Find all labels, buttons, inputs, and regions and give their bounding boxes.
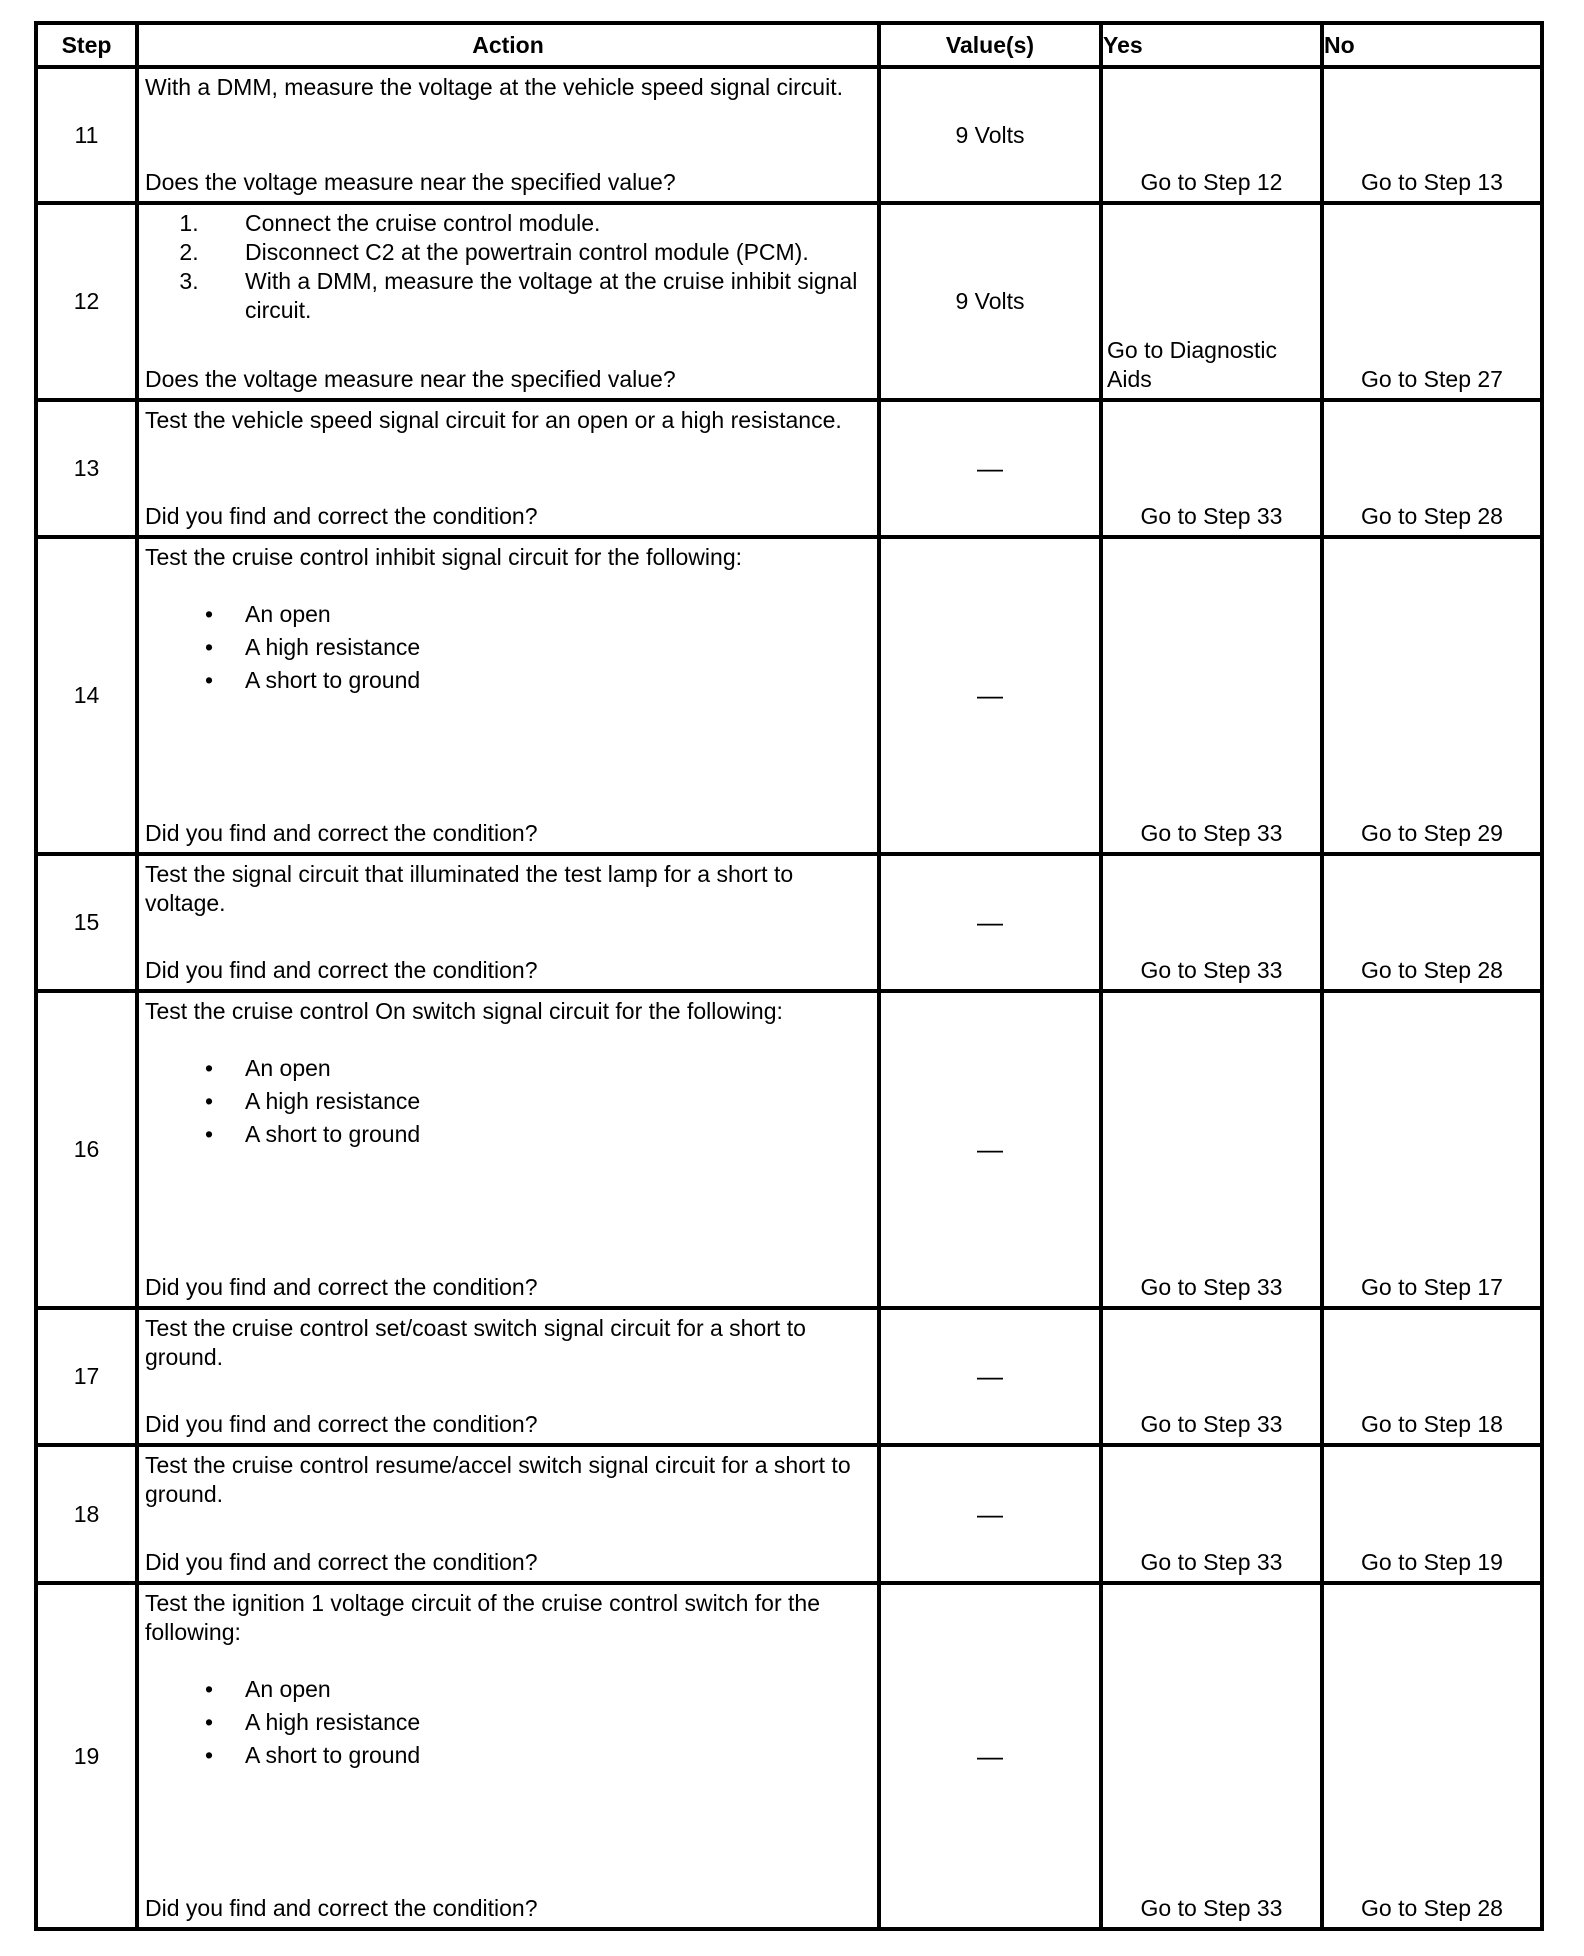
value-cell: 9 Volts [879,203,1101,400]
no-cell [1322,537,1542,854]
action-text: Test the ignition 1 voltage circuit of the cruise control switch for the following: [145,1590,820,1645]
action-text: Test the cruise control set/coast switch signal circuit for a short to ground. [145,1315,806,1370]
no-cell [1322,1445,1542,1583]
numbered-item: 3. With a DMM, measure the voltage at the cruise inhibit signal circuit. [205,267,871,325]
diagnostic-table-container [34,21,1540,1931]
action-text: Test the cruise control On switch signal circuit for the following: [145,998,783,1024]
table-row [36,203,1542,400]
step-number: 12 [36,203,137,400]
value-cell: — [879,537,1101,854]
action-question: Did you find and correct the condition? [145,1274,538,1300]
action-question: Did you find and correct the condition? [145,1411,538,1437]
yes-result: Go to Step 33 [1140,957,1283,983]
action-question: Does the voltage measure near the specified value? [145,366,676,392]
no-cell [1322,1308,1542,1445]
bullet-item: • A short to ground [205,664,871,697]
yes-cell [1101,1583,1322,1929]
no-cell [1322,854,1542,991]
bullet-item: • A short to ground [205,1118,871,1151]
numbered-item: 2. Disconnect C2 at the powertrain control module (PCM). [205,238,871,267]
value-cell: — [879,1308,1101,1445]
yes-cell [1101,1308,1322,1445]
table-row [36,1308,1542,1445]
bullet-item: • A high resistance [205,1085,871,1118]
no-result: Go to Step 28 [1361,957,1503,983]
action-text: Test the cruise control inhibit signal circuit for the following: [145,544,743,570]
action-text: With a DMM, measure the voltage at the vehicle speed signal circuit. [145,74,843,100]
bullet-item: • An open [205,1673,871,1706]
no-cell [1322,400,1542,537]
action-question: Did you find and correct the condition? [145,820,538,846]
yes-cell [1101,854,1322,991]
value-cell: — [879,1445,1101,1583]
action-cell [137,537,879,854]
step-number: 14 [36,537,137,854]
header-yes: Yes [1101,23,1322,67]
step-number: 18 [36,1445,137,1583]
action-cell [137,854,879,991]
yes-cell [1101,400,1322,537]
yes-cell [1101,991,1322,1308]
action-cell [137,991,879,1308]
numbered-item: 1. Connect the cruise control module. [205,209,871,238]
table-row [36,67,1542,203]
step-number: 13 [36,400,137,537]
action-question: Did you find and correct the condition? [145,1549,538,1575]
bullet-list [145,1673,871,1772]
yes-cell [1101,67,1322,203]
no-result: Go to Step 28 [1361,503,1503,529]
step-number: 15 [36,854,137,991]
bullet-list [145,1052,871,1151]
numbered-list [145,209,871,325]
action-question: Did you find and correct the condition? [145,503,538,529]
value-cell: 9 Volts [879,67,1101,203]
header-row [36,23,1542,67]
action-text: Test the signal circuit that illuminated the test lamp for a short to voltage. [145,861,794,916]
action-question: Does the voltage measure near the specified value? [145,169,676,195]
no-cell [1322,67,1542,203]
yes-result: Go to Step 33 [1140,820,1283,846]
header-values: Value(s) [879,23,1101,67]
diagnostic-table [34,21,1544,1931]
table-row [36,537,1542,854]
table-row [36,1583,1542,1929]
step-number: 11 [36,67,137,203]
yes-result: Go to Step 33 [1140,1274,1283,1300]
header-step: Step [36,23,137,67]
action-text: Test the cruise control resume/accel switch signal circuit for a short to ground. [145,1452,851,1507]
yes-result: Go to Diagnostic Aids [1107,337,1278,392]
yes-result: Go to Step 33 [1140,1411,1283,1437]
action-cell [137,203,879,400]
no-cell [1322,203,1542,400]
bullet-list [145,598,871,697]
value-cell: — [879,991,1101,1308]
action-text: Test the vehicle speed signal circuit for an open or a high resistance. [145,407,842,433]
step-number: 16 [36,991,137,1308]
no-result: Go to Step 19 [1361,1549,1503,1575]
no-result: Go to Step 13 [1361,169,1503,195]
action-cell [137,1583,879,1929]
no-result: Go to Step 28 [1361,1895,1503,1921]
no-result: Go to Step 29 [1361,820,1503,846]
header-action: Action [137,23,879,67]
bullet-item: • A high resistance [205,631,871,664]
action-cell [137,1445,879,1583]
no-result: Go to Step 18 [1361,1411,1503,1437]
table-row [36,854,1542,991]
bullet-item: • A short to ground [205,1739,871,1772]
value-cell: — [879,1583,1101,1929]
bullet-item: • An open [205,598,871,631]
table-row [36,400,1542,537]
action-cell [137,400,879,537]
value-cell: — [879,400,1101,537]
bullet-item: • An open [205,1052,871,1085]
no-cell [1322,1583,1542,1929]
yes-cell [1101,537,1322,854]
table-row [36,1445,1542,1583]
action-question: Did you find and correct the condition? [145,957,538,983]
action-cell [137,1308,879,1445]
yes-result: Go to Step 33 [1140,503,1283,529]
table-row [36,991,1542,1308]
yes-result: Go to Step 12 [1140,169,1283,195]
value-cell: — [879,854,1101,991]
header-no: No [1322,23,1542,67]
step-number: 19 [36,1583,137,1929]
yes-cell [1101,1445,1322,1583]
action-cell [137,67,879,203]
no-result: Go to Step 27 [1361,366,1503,392]
no-cell [1322,991,1542,1308]
no-result: Go to Step 17 [1361,1274,1503,1300]
yes-result: Go to Step 33 [1140,1895,1283,1921]
yes-result: Go to Step 33 [1140,1549,1283,1575]
step-number: 17 [36,1308,137,1445]
yes-cell [1101,203,1322,400]
bullet-item: • A high resistance [205,1706,871,1739]
action-question: Did you find and correct the condition? [145,1895,538,1921]
